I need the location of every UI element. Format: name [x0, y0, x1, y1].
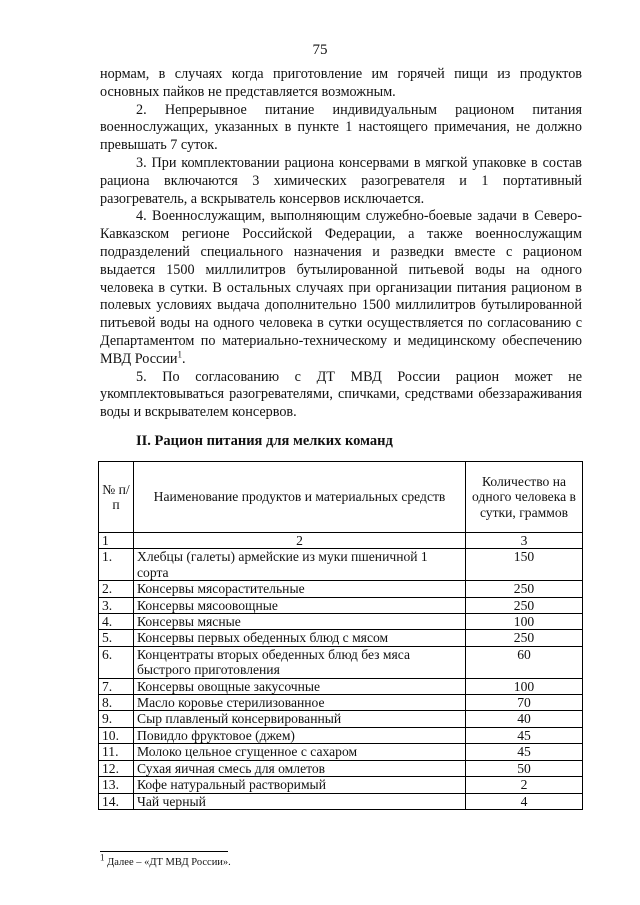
row-number: 12. — [99, 760, 134, 776]
footnote-text: Далее – «ДТ МВД России». — [107, 857, 231, 868]
body-text — [100, 66, 582, 422]
table-row — [99, 630, 583, 646]
row-quantity: 100 — [466, 614, 583, 630]
column-number: 3 — [466, 533, 583, 549]
row-quantity: 60 — [466, 646, 583, 678]
footnote-mark: 1 — [100, 852, 105, 863]
table-row — [99, 711, 583, 727]
row-quantity: 4 — [466, 793, 583, 809]
row-number: 13. — [99, 777, 134, 793]
row-quantity: 45 — [466, 744, 583, 760]
paragraph: 2. Непрерывное питание индивидуальным рационом питания военнослужащих, указанных в пункте 1 настоящего примечания, не должно превышать 7 суток. — [100, 101, 582, 154]
header-quantity: Количество на одного человека в сутки, граммов — [466, 462, 583, 533]
row-number: 10. — [99, 727, 134, 743]
row-quantity: 250 — [466, 581, 583, 597]
paragraph — [100, 208, 582, 368]
row-number: 9. — [99, 711, 134, 727]
row-number: 8. — [99, 695, 134, 711]
table-row — [99, 744, 583, 760]
column-number-row — [99, 533, 583, 549]
row-quantity: 100 — [466, 678, 583, 694]
row-quantity: 45 — [466, 727, 583, 743]
row-number: 6. — [99, 646, 134, 678]
table-row — [99, 777, 583, 793]
row-name: Чай черный — [134, 793, 466, 809]
header-name: Наименование продуктов и материальных средств — [134, 462, 466, 533]
paragraph: 3. При комплектовании рациона консервами в мягкой упаковке в состав рациона включаются 3 химических разогревателя и 1 портативный разогреватель, а вскрыватель консервов исключается. — [100, 154, 582, 207]
table-row — [99, 597, 583, 613]
row-quantity: 50 — [466, 760, 583, 776]
row-name: Консервы мясорастительные — [134, 581, 466, 597]
row-quantity: 70 — [466, 695, 583, 711]
row-name: Концентраты вторых обеденных блюд без мяса быстрого приготовления — [134, 646, 466, 678]
row-quantity: 250 — [466, 630, 583, 646]
paragraph: нормам, в случаях когда приготовление им горячей пищи из продуктов основных пайков не представляется возможным. — [100, 66, 582, 100]
row-number: 11. — [99, 744, 134, 760]
paragraph-tail: . — [182, 350, 186, 367]
table-row — [99, 646, 583, 678]
table-row — [99, 581, 583, 597]
row-name: Молоко цельное сгущенное с сахаром — [134, 744, 466, 760]
row-name: Консервы овощные закусочные — [134, 678, 466, 694]
row-number: 7. — [99, 678, 134, 694]
row-quantity: 2 — [466, 777, 583, 793]
row-name: Повидло фруктовое (джем) — [134, 727, 466, 743]
row-name: Консервы первых обеденных блюд с мясом — [134, 630, 466, 646]
row-name: Сухая яичная смесь для омлетов — [134, 760, 466, 776]
paragraph: 5. По согласованию с ДТ МВД России рацион может не укомплектовываться разогревателями, спичками, средствами обеззараживания воды и вскрывателем консервов. — [100, 368, 582, 421]
row-name: Консервы мясные — [134, 614, 466, 630]
footnote — [100, 852, 231, 868]
footnote-mark: 1 — [177, 349, 183, 360]
section-title: II. Рацион питания для мелких команд — [136, 433, 393, 449]
row-name: Масло коровье стерилизованное — [134, 695, 466, 711]
row-name: Хлебцы (галеты) армейские из муки пшеничной 1 сорта — [134, 549, 466, 581]
row-quantity: 40 — [466, 711, 583, 727]
row-number: 2. — [99, 581, 134, 597]
row-number: 5. — [99, 630, 134, 646]
row-quantity: 150 — [466, 549, 583, 581]
table-row — [99, 614, 583, 630]
row-number: 4. — [99, 614, 134, 630]
footnote-rule — [100, 851, 228, 852]
table-row — [99, 727, 583, 743]
row-number: 1. — [99, 549, 134, 581]
row-name: Сыр плавленый консервированный — [134, 711, 466, 727]
paragraph-text: 4. Военнослужащим, выполняющим служебно-боевые задачи в Северо-Кавказском регионе Российской Федерации, а также военнослужащим подразделений специального назначения и разведки вместе с рационом выдается 1500 миллилитров бутылированной питьевой воды на одного человека в сутки. В остальных случаях при организации питания рационом в полевых условиях выдача дополнительно 1500 миллилитров бутылированной питьевой воды на одного человека в сутки осуществляется по согласованию с Департаментом по материально-техническому и медицинскому обеспечению МВД России — [100, 208, 582, 367]
table-row — [99, 695, 583, 711]
header-number: № п/п — [99, 462, 134, 533]
row-number: 3. — [99, 597, 134, 613]
row-quantity: 250 — [466, 597, 583, 613]
page-number: 75 — [312, 42, 328, 58]
ration-table — [98, 461, 583, 810]
table-row — [99, 793, 583, 809]
table-header-row — [99, 462, 583, 533]
table-row — [99, 678, 583, 694]
row-name: Консервы мясоовощные — [134, 597, 466, 613]
table-row — [99, 549, 583, 581]
table-row — [99, 760, 583, 776]
column-number: 1 — [99, 533, 134, 549]
column-number: 2 — [134, 533, 466, 549]
row-name: Кофе натуральный растворимый — [134, 777, 466, 793]
row-number: 14. — [99, 793, 134, 809]
